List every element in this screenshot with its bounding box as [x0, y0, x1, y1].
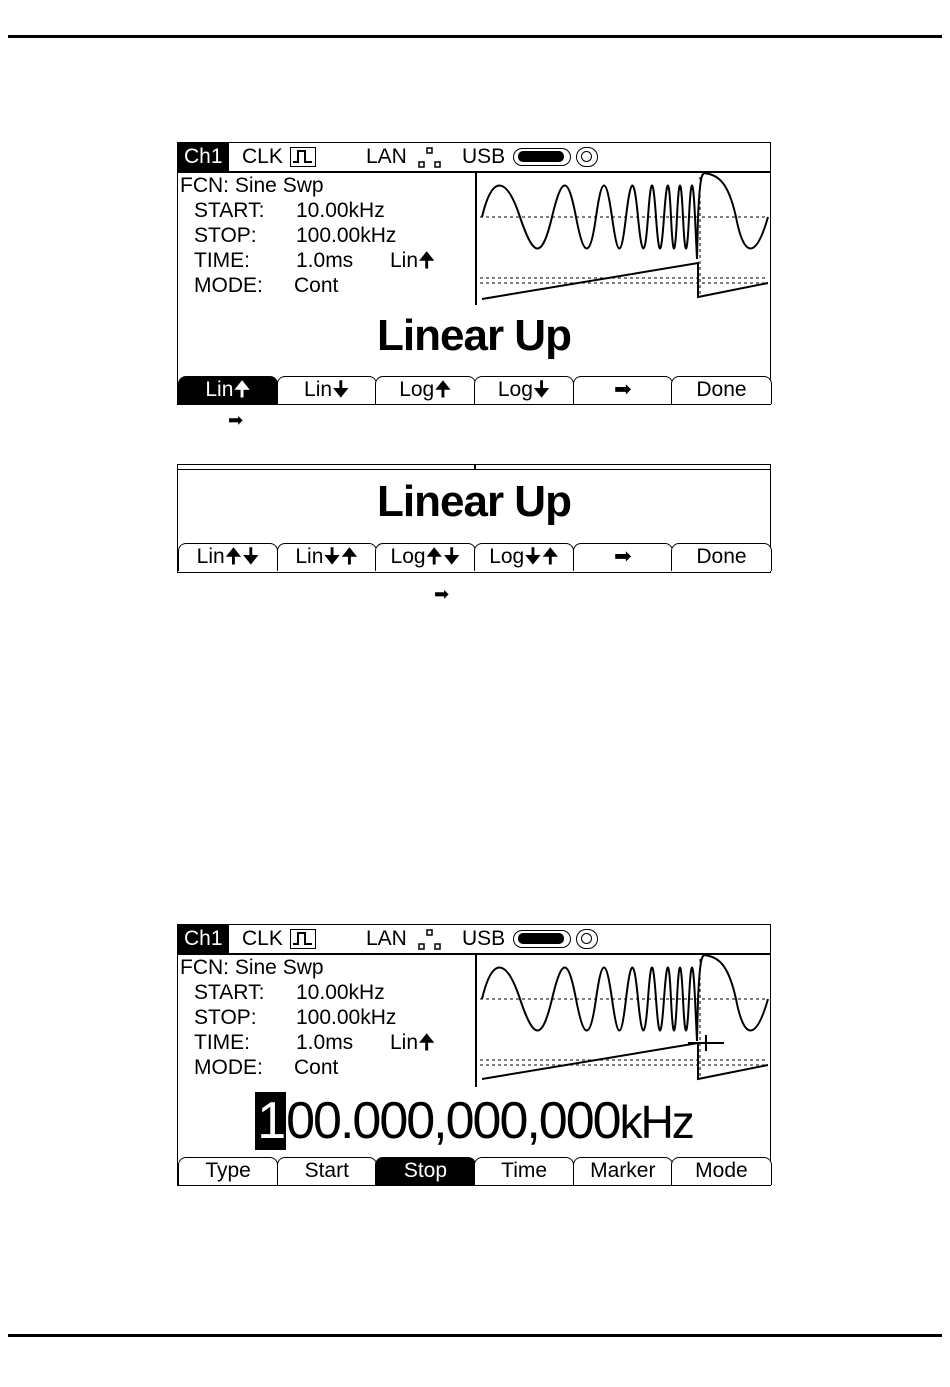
channel-label: Ch1	[178, 143, 229, 171]
sweep-parameters-3	[178, 955, 477, 1087]
square-wave-icon	[290, 147, 316, 167]
softkey-next-page[interactable]: ➡	[573, 376, 673, 404]
softkey-lin-up-down[interactable]: Lin🠉🠋	[178, 543, 278, 571]
softkey-log-up[interactable]: Log🠉	[375, 376, 475, 404]
softkey-done-2[interactable]: Done	[671, 543, 771, 571]
softkey-next-page-2[interactable]: ➡	[573, 543, 673, 571]
right-arrow-icon: ➡	[228, 410, 244, 430]
entry-unit: kHz	[619, 1096, 693, 1148]
start-label: START:	[194, 199, 265, 222]
stop-value: 100.00kHz	[296, 224, 397, 247]
softkey-marker[interactable]: Marker	[573, 1157, 673, 1185]
lan-icon	[418, 147, 442, 169]
time-value-3: 1.0ms	[296, 1031, 354, 1054]
mode-label: MODE:	[194, 274, 263, 297]
softkey-time[interactable]: Time	[474, 1157, 574, 1185]
softkey-lin-down-up[interactable]: Lin🠋🠉	[277, 543, 377, 571]
lan-label: LAN	[366, 145, 407, 168]
softkey-log-up-down[interactable]: Log🠉🠋	[375, 543, 475, 571]
entry-digits: 00.000,000,000	[286, 1092, 620, 1150]
lan-icon-3	[418, 929, 442, 951]
record-icon-3	[576, 929, 598, 949]
softkey-bar-3	[178, 1157, 770, 1185]
fcn-text-3: FCN: Sine Swp	[180, 956, 324, 979]
status-bar-3	[178, 925, 770, 955]
screen-sweep-type-page2	[177, 464, 771, 573]
divider-stub	[474, 465, 476, 470]
entry-cursor[interactable]: 1	[257, 1092, 285, 1150]
frequency-entry[interactable]	[178, 1091, 770, 1151]
mode-label-3: MODE:	[194, 1056, 263, 1079]
screen-sweep-type	[177, 142, 771, 405]
usb-label: USB	[462, 145, 506, 168]
start-value: 10.00kHz	[296, 199, 385, 222]
softkey-start[interactable]: Start	[277, 1157, 377, 1185]
channel-label-3: Ch1	[178, 925, 229, 953]
usb-label-3: USB	[462, 927, 506, 950]
time-label: TIME:	[194, 249, 250, 272]
square-wave-icon-3	[290, 929, 316, 949]
right-arrow-icon-2: ➡	[434, 584, 450, 604]
stop-value-3: 100.00kHz	[296, 1006, 397, 1029]
start-value-3: 10.00kHz	[296, 981, 385, 1004]
softkey-log-down-up[interactable]: Log🠋🠉	[474, 543, 574, 571]
time-value: 1.0ms	[296, 249, 354, 272]
softkey-lin-up[interactable]: Lin🠉	[178, 376, 278, 404]
lan-label-3: LAN	[366, 927, 407, 950]
record-icon	[576, 147, 598, 167]
screen-stop-frequency	[177, 924, 771, 1186]
sweep-parameters	[178, 173, 477, 305]
sweep-type-display: Linear Up	[377, 311, 571, 360]
status-bar	[178, 143, 770, 173]
softkey-mode[interactable]: Mode	[671, 1157, 771, 1185]
sweep-waveform-preview-3	[478, 955, 770, 1087]
top-rule	[8, 35, 942, 38]
clk-label: CLK	[242, 145, 283, 168]
mode-value: Cont	[294, 274, 339, 297]
start-label-3: START:	[194, 981, 265, 1004]
sweep-type-value-3: Lin🠉	[390, 1031, 436, 1054]
mode-value-3: Cont	[294, 1056, 339, 1079]
softkey-type[interactable]: Type	[178, 1157, 278, 1185]
battery-icon-3	[513, 930, 571, 948]
clk-label-3: CLK	[242, 927, 283, 950]
softkey-stop[interactable]: Stop	[375, 1157, 475, 1185]
stop-label-3: STOP:	[194, 1006, 257, 1029]
battery-icon	[513, 148, 571, 166]
sweep-type-value: Lin🠉	[390, 249, 436, 272]
softkey-done[interactable]: Done	[671, 376, 771, 404]
sweep-waveform-preview	[478, 173, 770, 305]
stop-label: STOP:	[194, 224, 257, 247]
sweep-type-display-2: Linear Up	[377, 477, 571, 526]
softkey-bar-2	[178, 543, 770, 571]
fcn-text: FCN: Sine Swp	[180, 174, 324, 197]
softkey-bar	[178, 376, 770, 404]
softkey-lin-down[interactable]: Lin🠋	[277, 376, 377, 404]
time-label-3: TIME:	[194, 1031, 250, 1054]
softkey-log-down[interactable]: Log🠋	[474, 376, 574, 404]
bottom-rule	[8, 1334, 942, 1337]
